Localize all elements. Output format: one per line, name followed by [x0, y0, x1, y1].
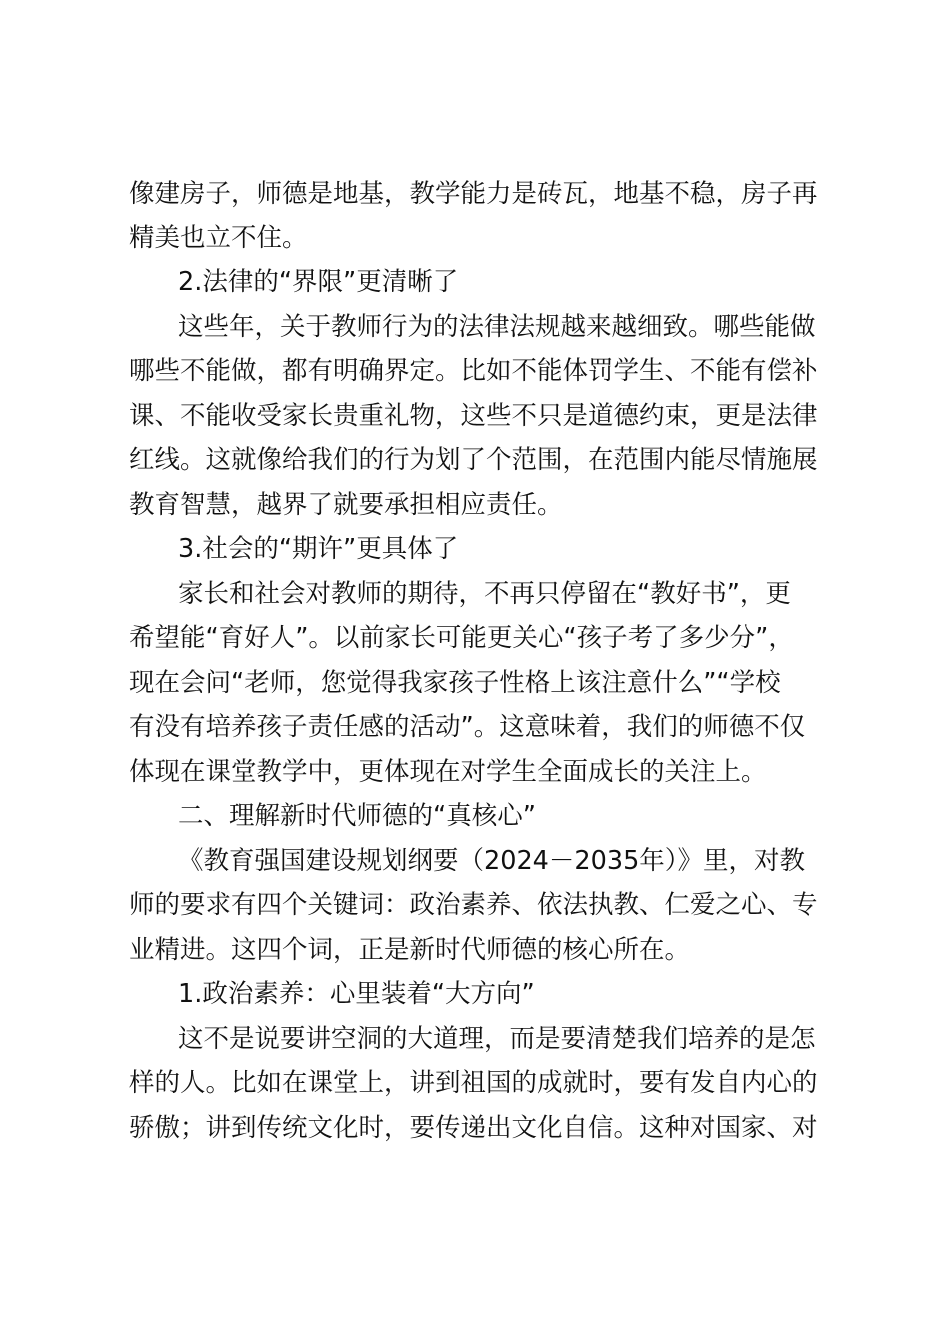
paragraph-line: 《教育强国建设规划纲要（2024－2035年）》里，对教: [178, 846, 806, 876]
section-heading: 3.社会的“期许”更具体了: [178, 534, 459, 564]
paragraph-line: 业精进。这四个词，正是新时代师德的核心所在。: [129, 935, 691, 965]
paragraph-line: 红线。这就像给我们的行为划了个范围，在范围内能尽情施展: [129, 445, 818, 475]
paragraph-line: 希望能“育好人”。以前家长可能更关心“孩子考了多少分”，: [129, 623, 794, 653]
paragraph-line: 体现在课堂教学中，更体现在对学生全面成长的关注上。: [129, 757, 767, 787]
paragraph-line: 教育智慧，越界了就要承担相应责任。: [129, 490, 563, 520]
paragraph-line: 有没有培养孩子责任感的活动”。这意味着，我们的师德不仅: [129, 712, 806, 742]
paragraph-line: 这不是说要讲空洞的大道理，而是要清楚我们培养的是怎: [178, 1024, 816, 1054]
paragraph-line: 这些年，关于教师行为的法律法规越来越细致。哪些能做: [178, 312, 816, 342]
paragraph-line: 样的人。比如在课堂上，讲到祖国的成就时，要有发自内心的: [129, 1068, 818, 1098]
paragraph-line: 像建房子，师德是地基，教学能力是砖瓦，地基不稳，房子再: [129, 179, 818, 209]
paragraph-line: 哪些不能做，都有明确界定。比如不能体罚学生、不能有偿补: [129, 356, 818, 386]
paragraph-line: 家长和社会对教师的期待，不再只停留在“教好书”，更: [178, 579, 791, 609]
section-heading: 1.政治素养：心里装着“大方向”: [178, 979, 535, 1009]
section-heading: 2.法律的“界限”更清晰了: [178, 267, 459, 297]
chapter-heading: 二、理解新时代师德的“真核心”: [178, 801, 536, 831]
paragraph-line: 骄傲；讲到传统文化时，要传递出文化自信。这种对国家、对: [129, 1113, 818, 1143]
paragraph-line: 师的要求有四个关键词：政治素养、依法执教、仁爱之心、专: [129, 890, 818, 920]
paragraph-line: 精美也立不住。: [129, 223, 308, 253]
paragraph-line: 课、不能收受家长贵重礼物，这些不只是道德约束，更是法律: [129, 401, 818, 431]
paragraph-line: 现在会问“老师，您觉得我家孩子性格上该注意什么”“学校: [129, 668, 781, 698]
